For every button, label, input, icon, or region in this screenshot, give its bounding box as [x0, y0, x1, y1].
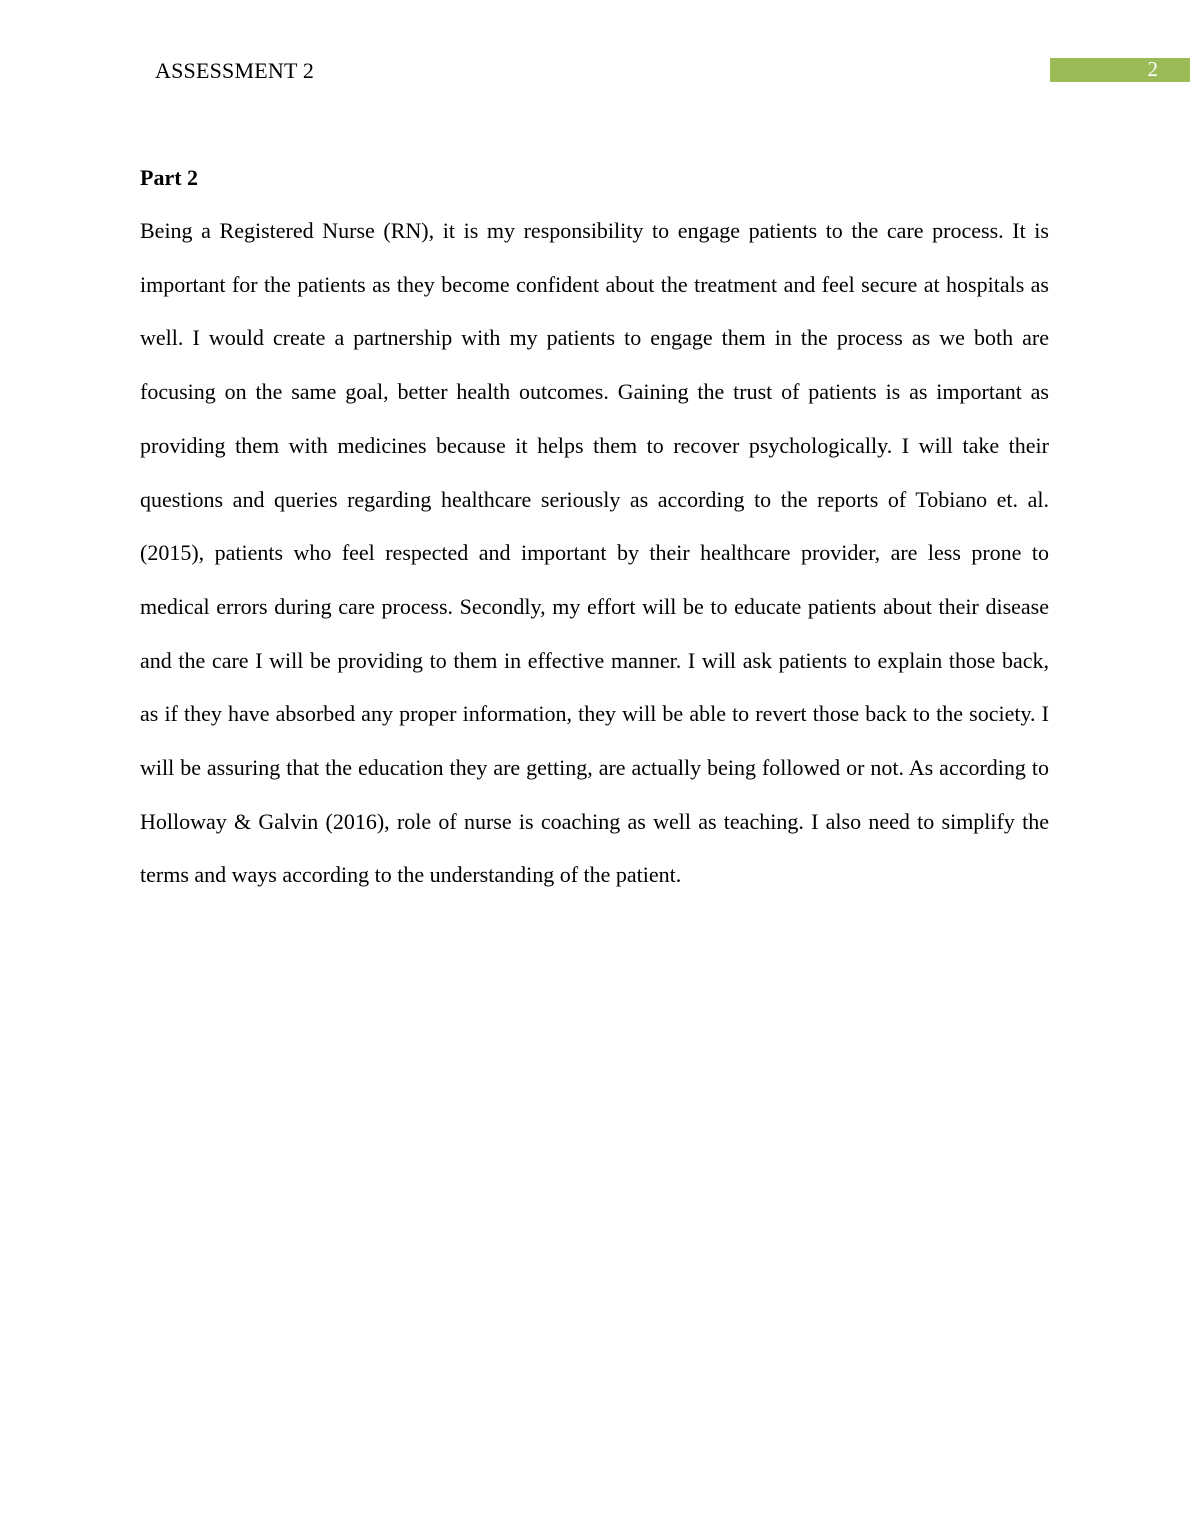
section-heading: Part 2	[140, 165, 199, 190]
running-head: ASSESSMENT 2	[155, 58, 315, 83]
page-number-box	[1050, 58, 1190, 82]
body-paragraph: Being a Registered Nurse (RN), it is my responsibility to engage patients to the care process. It is important for the patients as they become confident about the treatment and feel secure at hospitals as well. I would create a partnership with my patients to engage them in the process as we both are focusing on the same goal, better health outcomes. Gaining the trust of patients is as important as providing them with medicines because it helps them to recover psychologically. I will take their questions and queries regarding healthcare seriously as according to the reports of Tobiano et. al. (2015), patients who feel respected and important by their healthcare provider, are less prone to medical errors during care process. Secondly, my effort will be to educate patients about their disease and the care I will be providing to them in effective manner. I will ask patients to explain those back, as if they have absorbed any proper information, they will be able to revert those back to the society. I will be assuring that the education they are getting, are actually being followed or not. As according to Holloway & Galvin (2016), role of nurse is coaching as well as teaching. I also need to simplify the terms and ways according to the understanding of the patient.	[140, 218, 1049, 888]
page-number: 2	[1147, 57, 1158, 81]
